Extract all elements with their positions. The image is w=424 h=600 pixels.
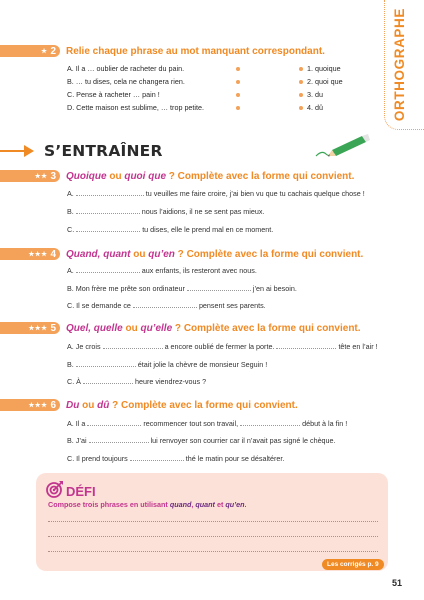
- blank-field[interactable]: [76, 190, 144, 196]
- corriges-link[interactable]: Les corrigés p. 9: [322, 559, 384, 570]
- instruction-end: .: [244, 500, 247, 509]
- exercise-5-line-b: [67, 360, 267, 369]
- line-text: tu dises, elle le prend mal en ce moment.: [142, 225, 274, 234]
- keyword: quoi que: [124, 170, 167, 182]
- exercise-6-line-a: [67, 419, 347, 428]
- exercise-6-badge: [0, 399, 60, 411]
- line-prefix: B. Mon frère me prête son ordinateur: [67, 284, 185, 293]
- defi-title: DÉFI: [66, 484, 96, 499]
- line-prefix: B.: [67, 360, 74, 369]
- difficulty-stars: ★: [41, 48, 48, 55]
- line-text: aux enfants, ils resteront avec nous.: [141, 266, 257, 275]
- match-left-d: D. Cette maison est sublime, … trop petite.: [67, 103, 205, 112]
- line-prefix: B.: [67, 207, 74, 216]
- exercise-5-title: [66, 323, 361, 334]
- line-text: tu veuilles me faire croire, j’ai bien vu que tu cachais quelque chose !: [145, 189, 365, 198]
- exercise-number: 4: [50, 248, 56, 260]
- exercise-5-header: [0, 322, 361, 334]
- blank-field[interactable]: [83, 378, 133, 384]
- exercise-6-line-b: [67, 436, 336, 445]
- blank-field[interactable]: [103, 343, 163, 349]
- match-dot-left[interactable]: [236, 67, 240, 71]
- line-text: tête en l’air !: [338, 342, 378, 351]
- line-prefix: C. Il prend toujours: [67, 454, 128, 463]
- keyword: qu’elle: [140, 322, 173, 334]
- keyword: quand: [169, 500, 192, 509]
- title-connector: ou: [79, 399, 98, 411]
- keyword: Quel, quelle: [66, 322, 123, 334]
- match-left-b: B. … tu dises, cela ne changera rien.: [67, 77, 185, 86]
- exercise-5-line-c: [67, 377, 206, 386]
- exercise-4-line-c: [67, 301, 266, 310]
- exercise-6-line-c: [67, 454, 284, 463]
- line-prefix: C.: [67, 225, 75, 234]
- keyword: Quand, quant: [66, 248, 131, 260]
- line-text: pensent ses parents.: [198, 301, 266, 310]
- side-tab: [384, 0, 424, 130]
- line-prefix: A. Il a: [67, 419, 86, 428]
- match-dot-left[interactable]: [236, 80, 240, 84]
- match-dot-left[interactable]: [236, 93, 240, 97]
- line-text: nous l’aidions, il ne se sent pas mieux.: [141, 207, 265, 216]
- exercise-number: 2: [50, 45, 56, 57]
- difficulty-stars: ★★★: [28, 251, 48, 258]
- exercise-5-line-a: [67, 342, 378, 351]
- line-text: recommencer tout son travail,: [143, 419, 239, 428]
- match-left-c: C. Pense à racheter … pain !: [67, 90, 160, 99]
- line-text: heure viendrez-vous ?: [134, 377, 207, 386]
- match-right-2: 2. quoi que: [307, 77, 343, 86]
- line-prefix: A. Je crois: [67, 342, 101, 351]
- keyword: Quoique: [66, 170, 107, 182]
- blank-field[interactable]: [76, 208, 140, 214]
- exercise-2-header: [0, 45, 325, 57]
- keyword: dû: [97, 399, 110, 411]
- exercise-4-header: [0, 248, 363, 260]
- blank-field[interactable]: [76, 267, 140, 273]
- separator: ,: [191, 500, 196, 509]
- line-text: a encore oublié de fermer la porte.: [164, 342, 275, 351]
- exercise-4-title: [66, 249, 363, 260]
- line-prefix: C. Il se demande ce: [67, 301, 131, 310]
- exercise-3-header: [0, 170, 354, 182]
- exercise-5-badge: [0, 322, 60, 334]
- exercise-number: 5: [50, 322, 56, 334]
- blank-field[interactable]: [76, 226, 140, 232]
- difficulty-stars: ★★: [34, 173, 48, 180]
- match-right-1: 1. quoique: [307, 64, 341, 73]
- blank-field[interactable]: [76, 361, 136, 367]
- match-dot-left[interactable]: [236, 106, 240, 110]
- exercise-4-badge: [0, 248, 60, 260]
- defi-instruction: [48, 500, 247, 509]
- exercise-6-header: [0, 399, 298, 411]
- exercise-4-line-b: [67, 284, 297, 293]
- writing-line[interactable]: [48, 521, 378, 522]
- exercise-4-line-a: [67, 266, 257, 275]
- exercise-number: 6: [50, 399, 56, 411]
- exercise-3-title: [66, 171, 354, 182]
- line-prefix: A.: [67, 266, 74, 275]
- match-left-a: A. Il a … oublier de racheter du pain.: [67, 64, 185, 73]
- match-dot-right[interactable]: [299, 106, 303, 110]
- match-dot-right[interactable]: [299, 80, 303, 84]
- blank-field[interactable]: [240, 420, 300, 426]
- arrow-head-icon: [24, 145, 34, 157]
- blank-field[interactable]: [276, 343, 336, 349]
- line-text: lui renvoyer son courrier car il n’avait pas signé le chèque.: [150, 436, 336, 445]
- writing-line[interactable]: [48, 536, 378, 537]
- blank-field[interactable]: [130, 455, 184, 461]
- title-instruction: ? Complète avec la forme qui convient.: [172, 322, 361, 334]
- line-text: début à la fin !: [302, 419, 348, 428]
- separator: et: [214, 500, 226, 509]
- line-prefix: C. À: [67, 377, 81, 386]
- keyword: qu’en: [148, 248, 175, 260]
- exercise-6-title: [66, 400, 298, 411]
- section-title: S’ENTRAÎNER: [44, 142, 163, 160]
- difficulty-stars: ★★★: [28, 325, 48, 332]
- title-instruction: ? Complète avec la forme qui convient.: [166, 170, 355, 182]
- exercise-2-title: Relie chaque phrase au mot manquant correspondant.: [66, 45, 325, 57]
- match-right-3: 3. du: [307, 90, 323, 99]
- line-text: thé le matin pour se désaltérer.: [185, 454, 285, 463]
- writing-line[interactable]: [48, 551, 378, 552]
- blank-field[interactable]: [133, 302, 197, 308]
- match-right-4: 4. dû: [307, 103, 323, 112]
- title-instruction: ? Complète avec la forme qui convient.: [174, 248, 364, 260]
- line-prefix: B. J’ai: [67, 436, 87, 445]
- title-connector: ou: [106, 170, 125, 182]
- exercise-3-line-c: [67, 225, 273, 234]
- match-dot-right[interactable]: [299, 93, 303, 97]
- instruction-text: Compose trois phrases en utilisant: [48, 500, 170, 509]
- keyword: quant: [195, 500, 215, 509]
- blank-field[interactable]: [187, 285, 251, 291]
- exercise-number: 3: [50, 170, 56, 182]
- match-dot-right[interactable]: [299, 67, 303, 71]
- title-instruction: ? Complète avec la forme qui convient.: [109, 399, 298, 411]
- side-tab-label: ORTHOGRAPHE: [392, 8, 407, 122]
- pencil-icon: [312, 132, 372, 162]
- difficulty-stars: ★★★: [28, 402, 48, 409]
- exercise-2-badge: [0, 45, 60, 57]
- title-connector: ou: [130, 248, 149, 260]
- keyword: Du: [66, 399, 80, 411]
- blank-field[interactable]: [87, 420, 141, 426]
- page-number: 51: [392, 578, 403, 588]
- blank-field[interactable]: [89, 437, 149, 443]
- keyword: qu’en: [225, 500, 245, 509]
- exercise-3-line-a: [67, 189, 365, 198]
- title-connector: ou: [122, 322, 141, 334]
- line-prefix: A.: [67, 189, 74, 198]
- line-text: j’en ai besoin.: [252, 284, 297, 293]
- exercise-3-badge: [0, 170, 60, 182]
- exercise-3-line-b: [67, 207, 264, 216]
- target-icon: [46, 480, 64, 498]
- line-text: était jolie la chèvre de monsieur Seguin !: [137, 360, 268, 369]
